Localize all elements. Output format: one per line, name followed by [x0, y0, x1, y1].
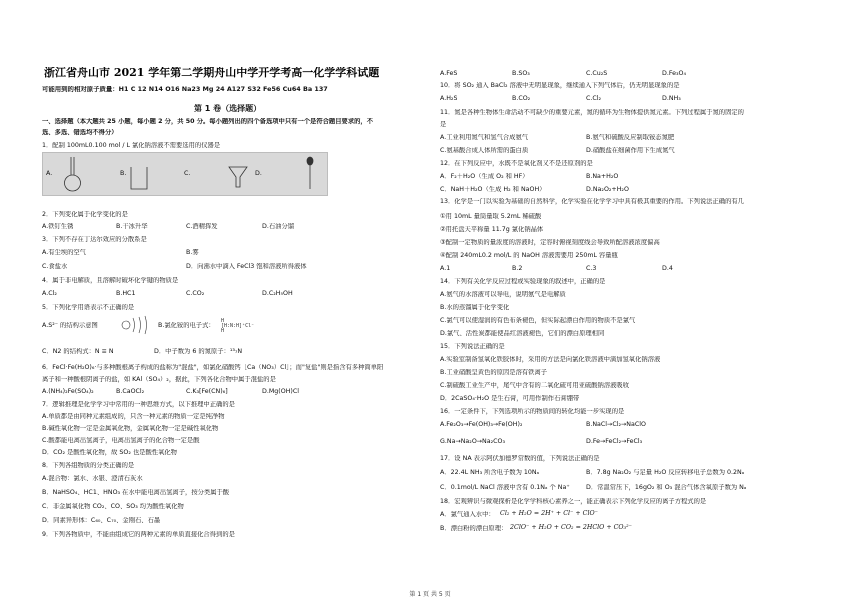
q13-option-c: C.3	[586, 265, 597, 272]
q7-option-d: D．CO₂ 是酸性氧化物，故 SO₂ 也是酸性氧化物	[42, 449, 177, 456]
question-11-line-1: 11．氮是各种生物体生命活动不可缺少的重要元素，氮的循环为生物体提供氮元素。下列过程属于氮的固定的	[440, 109, 744, 116]
svg-text:[H:N:H]⁺Cl⁻: [H:N:H]⁺Cl⁻	[221, 323, 255, 329]
question-12: 12．在下列反应中，水既不是氧化剂又不是还原剂的是	[440, 160, 593, 167]
q6-option-c: C.K₃[Fe(CN)₆]	[186, 388, 228, 395]
dropper-icon	[307, 157, 313, 189]
q16-option-b: B.NaCl→Cl₂→NaClO	[586, 421, 646, 428]
ammonium-chloride-electron-formula	[220, 314, 256, 334]
q13-option-d: D.4	[662, 265, 673, 272]
q7-option-c: C.酸都能电离出氢离子，电离出氢离子的化合物一定是酸	[42, 437, 200, 444]
q13-option-b: B.2	[512, 265, 523, 272]
question-13: 13．化学是一门以实验为基础的自然科学，化学实验在化学学习中具有极其重要的作用。下列说法正确的有几	[440, 198, 744, 205]
q7-option-a: A.单质都是由同种元素组成的，只含一种元素的物质一定是纯净物	[42, 413, 225, 420]
section-title: 第 1 卷（选择题）	[194, 104, 262, 113]
q1-option-a: A.	[46, 170, 53, 177]
q18-option-b-equation: 2ClO⁻ + H₂O + CO₂ = 2HClO + CO₃²⁻	[510, 524, 632, 531]
q4-option-b: B.HC1	[116, 290, 136, 297]
q5-option-b: B.氯化铵的电子式：	[158, 322, 215, 329]
q15-option-a: A.实验室制备氢氧化铁胶体时，采用的方法是向氯化铁溶液中滴加氢氧化钠溶液	[440, 356, 661, 363]
q13-item-3: ③配制一定物质的量浓度的溶液时，定容时俯视刻度线会导致所配溶液浓度偏高	[440, 239, 660, 246]
q8-option-a: A.混合物：氯水、水银、澄清石灰水	[42, 475, 143, 482]
q12-option-d: D.Na₂O₂+H₂O	[586, 186, 629, 193]
funnel-icon	[229, 167, 247, 187]
q16-option-d: D.Fe→FeCl₂→FeCl₃	[586, 438, 643, 445]
question-10: 10．将 SO₂ 通入 BaCl₂ 溶液中无明显现象，继续通入下列气体后，仍无明显现象的是	[440, 82, 680, 89]
question-15: 15．下列说法正确的是	[440, 343, 505, 350]
question-3: 3．下列不存在丁达尔效应的分散系是	[42, 236, 147, 243]
question-7: 7．逻辑推理是化学学习中常用的一种思维方式，以下推理中正确的是	[42, 401, 235, 408]
q11-option-c: C.氨基酸合成人体所需的蛋白质	[440, 147, 529, 154]
q8-option-c: C．非金属氧化物 CO₂、CO、SO₃ 均为酸性氧化物	[42, 503, 184, 510]
exam-title: 浙江省舟山市 2021 学年第二学期舟山中学开学考高一化学学科试题	[44, 67, 380, 79]
instructions-line-1: 一、选择题（本大题共 25 小题，每小题 2 分，共 50 分。每小题列出的四个备选项中只有一个是符合题目要求的，不	[42, 118, 374, 125]
q5-option-d: D．中子数为 6 的氮原子：¹³₇N	[154, 348, 243, 355]
question-16: 16．一定条件下，下列选项所示的物质间的转化均能一步实现的是	[440, 408, 625, 415]
q8-option-d: D．同素异形体：C₆₀、C₇₀、金刚石、石墨	[42, 517, 161, 524]
q6-option-a: A.(NH₄)₂Fe(SO₄)₂	[42, 388, 94, 395]
question-18: 18．宏观辨识与微观探析是化学学科核心素养之一，能正确表示下列化学反应的离子方程式的是	[440, 498, 707, 505]
question-9: 9．下列各物质中，不能由组成它的两种元素的单质直接化合得到的是	[42, 531, 235, 538]
q3-option-a: A.有尘埃的空气	[42, 249, 86, 256]
q3-option-c: C.食盐水	[42, 263, 68, 270]
q17-option-a: A．22.4L NH₃ 所含电子数为 10Nₐ	[440, 469, 540, 476]
q18-option-a-equation: Cl₂ + H₂O = 2H⁺ + Cl⁻ + ClO⁻	[500, 510, 598, 517]
question-2: 2．下列变化属于化学变化的是	[42, 211, 128, 218]
q15-option-d: D．2CaSO₄·H₂O 是生石膏，可用作制作石膏绷带	[440, 395, 580, 402]
question-1: 1．配制 100mL0.100 mol / L 氯化钠溶液不需要选用的仪器是	[42, 142, 221, 149]
q11-option-d: D.硝酸盐在细菌作用下生成氮气	[586, 147, 675, 154]
q1-option-d: D.	[255, 170, 262, 177]
q16-option-c: G.Na→Na₂O→Na₂CO₃	[440, 438, 506, 445]
q13-option-a: A.1	[440, 265, 451, 272]
q5-option-a: A.S²⁻ 的结构示意图	[42, 322, 98, 329]
q4-option-d: D.C₂H₅OH	[262, 290, 293, 297]
q6-option-d: D.Mg(OH)Cl	[262, 388, 300, 395]
q18-option-b-label: B．漂白粉的漂白原理：	[440, 525, 508, 532]
q13-item-2: ②用托盘天平称量 11.7g 氯化钠晶体	[440, 226, 544, 233]
page-footer: 第 1 页 共 5 页	[409, 591, 451, 598]
q10-option-d: D.NH₃	[662, 95, 681, 102]
q1-option-b: B.	[120, 170, 127, 177]
q13-item-1: ①用 10mL 量筒量取 5.2mL 稀硫酸	[440, 213, 542, 220]
q14-option-a: A.氨气的水溶液可以导电，说明氨气是电解质	[440, 291, 566, 298]
q10-option-a: A.H₂S	[440, 95, 458, 102]
volumetric-flask-icon	[65, 157, 81, 191]
q14-option-c: C.氯气可以使湿润的有色布条褪色，但实际起漂白作用的物质不是氯气	[440, 317, 636, 324]
q12-option-c: C．NaH＋H₂O（生成 H₂ 和 NaOH）	[440, 186, 546, 193]
sulfide-ion-diagram	[120, 314, 148, 336]
q2-option-b: B.干冰升华	[116, 223, 148, 230]
q15-option-c: C.制硫酸工业生产中，尾气中含有的二氧化硫可用亚硫酸钠溶液吸收	[440, 382, 630, 389]
q11-option-a: A.工业利用氮气和氢气合成氨气	[440, 134, 529, 141]
q6-option-b: B.CaOCl₂	[116, 388, 145, 395]
q9-option-a: A.FeS	[440, 70, 458, 77]
q15-option-b: B.工业硝酸呈黄色的原因是溶有铁离子	[440, 369, 548, 376]
atomic-masses: 可能用到的相对原子质量：H1 C 12 N14 O16 Na23 Mg 24 A127 S32 Fe56 Cu64 Ba 137	[42, 86, 328, 93]
question-6-line-2: 离子和一种酸根阴离子的盐，如 KAl（SO₄）₂，据此，下列各化合物中属于混盐的是	[42, 376, 276, 383]
svg-text:H: H	[221, 318, 225, 324]
question-8: 8．下列各组物质的分类正确的是	[42, 462, 135, 469]
q14-option-b: B.水的蒸馏属于化学变化	[440, 304, 510, 311]
q7-option-b: B.碱性氧化物一定是金属氧化物，金属氧化物一定是碱性氧化物	[42, 425, 219, 432]
q17-option-b: B．7.8g Na₂O₂ 与足量 H₂O 反应转移电子总数为 0.2Nₐ	[586, 469, 745, 476]
q11-option-b: B.氨气和硫酸反应制取铵态氮肥	[586, 134, 675, 141]
question-17: 17．设 NA 表示阿伏加德罗常数的值，下列说法正确的是	[440, 455, 600, 462]
q17-option-c: C．0.1mol/L NaCl 溶液中含有 0.1Nₐ 个 Na⁺	[440, 484, 570, 491]
q5-option-c: C．N2 的结构式：N ≡ N	[42, 348, 114, 355]
q10-option-c: C.Cl₂	[586, 95, 602, 102]
q2-option-a: A.铁钉生锈	[42, 223, 74, 230]
question-4: 4．属于非电解质，且溶解时破坏化学键的物质是	[42, 277, 179, 284]
q9-option-d: D.Fe₃O₄	[662, 70, 687, 77]
q14-option-d: D.氯气、活性炭都能使品红溶液褪色，它们的漂白原理相同	[440, 330, 605, 337]
q3-option-d: D．向沸水中滴入 FeCl3 饱和溶液所得液体	[186, 263, 307, 270]
question-6-line-1: 6．FeCl·Fe(H₂O)₆·与多种酸根离子构成的盐称为"混盐"，如氯化硝酸钙［Ca（NO₃）Cl］；而"复盐"则是指含有多种简单阳	[42, 364, 384, 371]
q2-option-c: C.酒精挥发	[186, 223, 218, 230]
q4-option-c: C.CO₂	[186, 290, 205, 297]
q9-option-b: B.SO₃	[512, 70, 530, 77]
q4-option-a: A.Cl₂	[42, 290, 57, 297]
beaker-icon	[131, 167, 147, 189]
q1-option-c: C.	[184, 170, 191, 177]
question-14: 14．下列有关化学反应过程或实验现象的叙述中，正确的是	[440, 278, 606, 285]
q18-option-a-label: A．氯气通入水中：	[440, 511, 495, 518]
q2-option-d: D.石油分馏	[262, 223, 295, 230]
q17-option-d: D．常温常压下，16gO₂ 和 O₃ 混合气体含氧原子数为 Nₐ	[586, 484, 747, 491]
q10-option-b: B.CO₂	[512, 95, 531, 102]
svg-text:H: H	[221, 328, 225, 334]
q16-option-a: A.Fe₂O₃→Fe(OH)₃→Fe(OH)₂	[440, 421, 523, 428]
q9-option-c: C.Cu₂S	[586, 70, 608, 77]
q13-item-4: ④配制 240mL0.2 mol/L 的 NaOH 溶液需要用 250mL 容量瓶	[440, 252, 618, 259]
question-5: 5．下列化学用语表示不正确的是	[42, 304, 135, 311]
q3-option-b: B.雾	[186, 249, 199, 256]
instructions-line-2: 选、多选、错选均不得分）	[42, 129, 118, 136]
question-11-line-2: 是	[440, 121, 447, 128]
q12-option-a: A．F₂＋H₂O（生成 O₂ 和 HF）	[440, 173, 529, 180]
q12-option-b: B.Na+H₂O	[586, 173, 619, 180]
q8-option-b: B．NaHSO₄、HC1、HNO₃ 在水中能电离出氢离子，按分类属于酸	[42, 489, 230, 496]
